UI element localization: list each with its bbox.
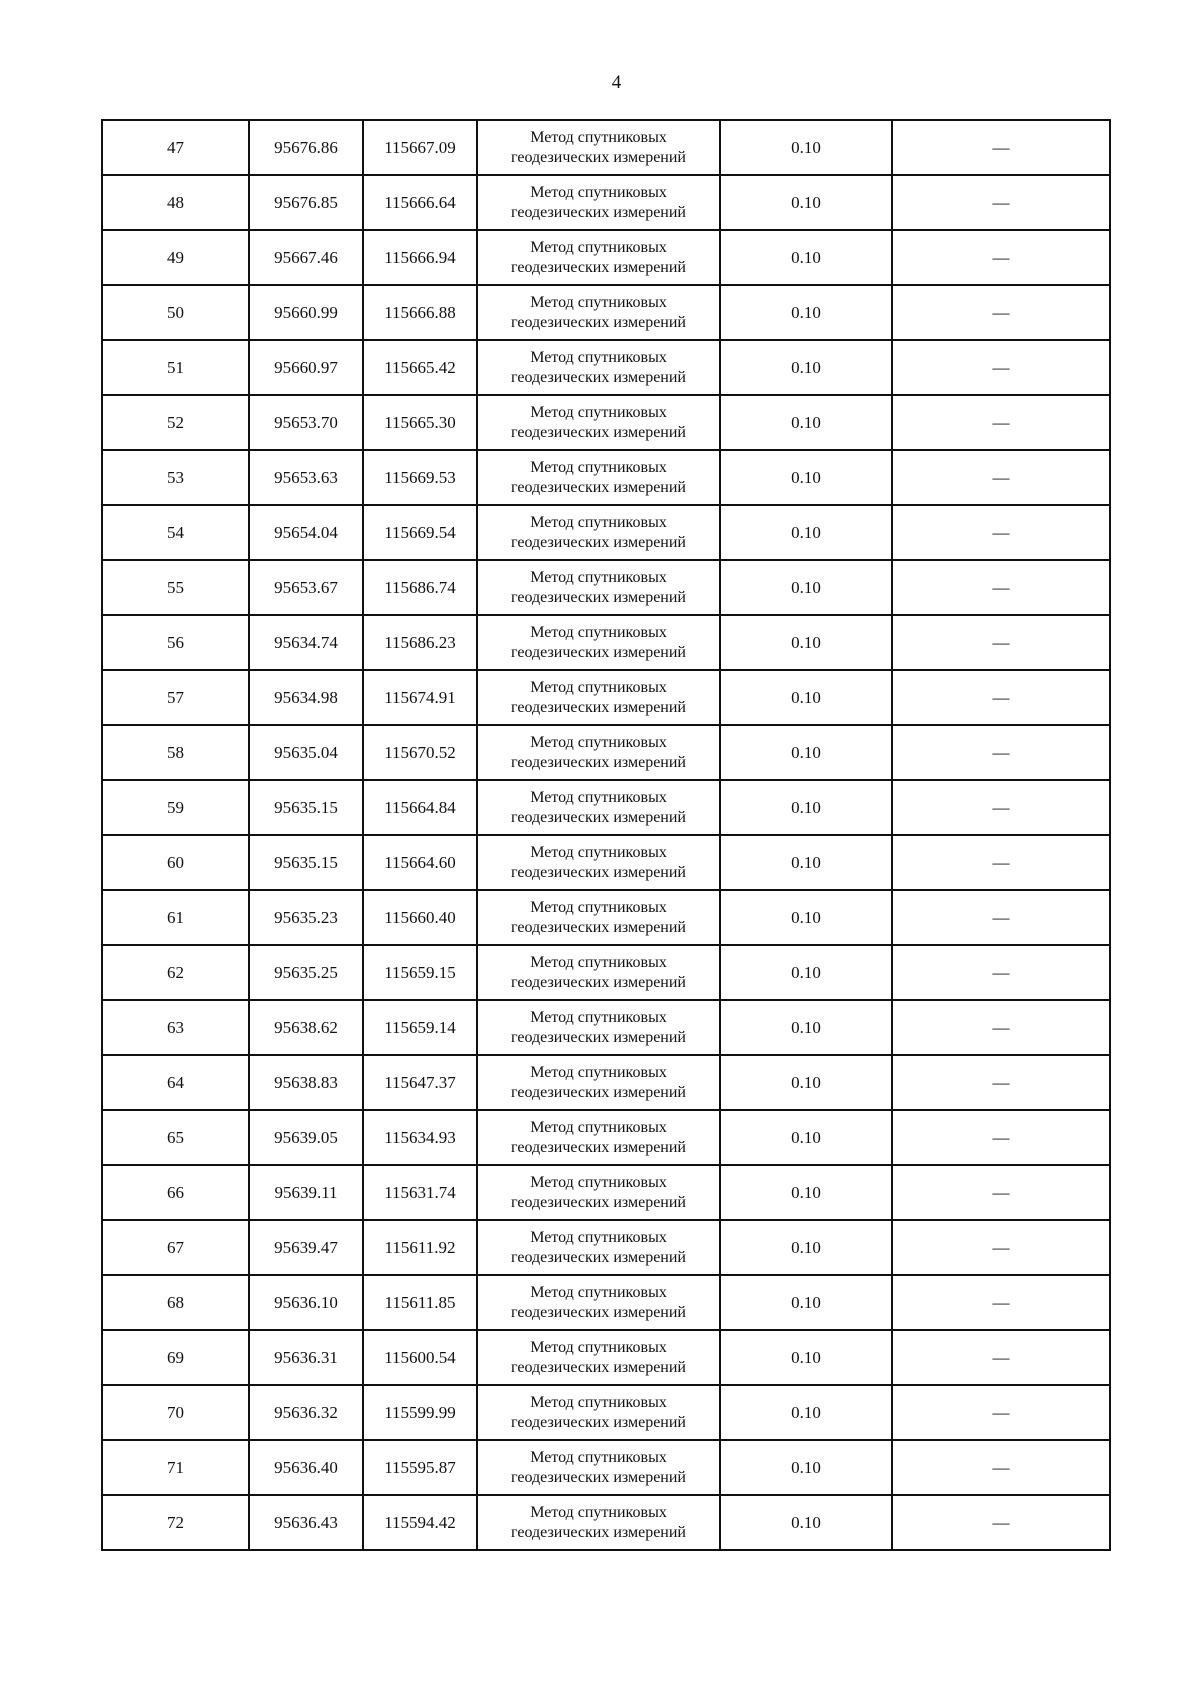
note-cell: — bbox=[892, 1495, 1110, 1550]
point-number-cell: 52 bbox=[102, 395, 249, 450]
x-coordinate-cell: 95636.43 bbox=[249, 1495, 363, 1550]
note-cell: — bbox=[892, 1055, 1110, 1110]
table-row bbox=[102, 175, 1110, 230]
method-line-1: Метод спутниковых bbox=[530, 898, 667, 916]
y-coordinate-cell: 115666.64 bbox=[363, 175, 477, 230]
y-coordinate-cell: 115666.94 bbox=[363, 230, 477, 285]
method-line-1: Метод спутниковых bbox=[530, 953, 667, 971]
point-number-cell: 48 bbox=[102, 175, 249, 230]
method-line-1: Метод спутниковых bbox=[530, 1503, 667, 1521]
x-coordinate-cell: 95635.23 bbox=[249, 890, 363, 945]
method-line-2: геодезических измерений bbox=[511, 1413, 686, 1431]
x-coordinate-cell: 95676.86 bbox=[249, 120, 363, 175]
method-line-1: Метод спутниковых bbox=[530, 1283, 667, 1301]
precision-cell: 0.10 bbox=[720, 1165, 892, 1220]
method-line-1: Метод спутниковых bbox=[530, 843, 667, 861]
y-coordinate-cell: 115647.37 bbox=[363, 1055, 477, 1110]
note-cell: — bbox=[892, 945, 1110, 1000]
x-coordinate-cell: 95636.31 bbox=[249, 1330, 363, 1385]
table-row bbox=[102, 945, 1110, 1000]
table-row bbox=[102, 1220, 1110, 1275]
point-number-cell: 60 bbox=[102, 835, 249, 890]
method-line-2: геодезических измерений bbox=[511, 1248, 686, 1266]
point-number-cell: 53 bbox=[102, 450, 249, 505]
method-cell bbox=[477, 1110, 720, 1165]
method-line-2: геодезических измерений bbox=[511, 148, 686, 166]
y-coordinate-cell: 115659.14 bbox=[363, 1000, 477, 1055]
precision-cell: 0.10 bbox=[720, 725, 892, 780]
y-coordinate-cell: 115600.54 bbox=[363, 1330, 477, 1385]
method-cell bbox=[477, 120, 720, 175]
note-cell: — bbox=[892, 285, 1110, 340]
method-line-1: Метод спутниковых bbox=[530, 403, 667, 421]
x-coordinate-cell: 95635.25 bbox=[249, 945, 363, 1000]
y-coordinate-cell: 115666.88 bbox=[363, 285, 477, 340]
y-coordinate-cell: 115667.09 bbox=[363, 120, 477, 175]
x-coordinate-cell: 95635.15 bbox=[249, 780, 363, 835]
method-cell bbox=[477, 285, 720, 340]
x-coordinate-cell: 95634.98 bbox=[249, 670, 363, 725]
method-line-2: геодезических измерений bbox=[511, 368, 686, 386]
y-coordinate-cell: 115674.91 bbox=[363, 670, 477, 725]
method-line-2: геодезических измерений bbox=[511, 423, 686, 441]
method-line-2: геодезических измерений bbox=[511, 808, 686, 826]
method-line-1: Метод спутниковых bbox=[530, 513, 667, 531]
precision-cell: 0.10 bbox=[720, 285, 892, 340]
method-line-1: Метод спутниковых bbox=[530, 1338, 667, 1356]
method-cell bbox=[477, 1165, 720, 1220]
method-line-2: геодезических измерений bbox=[511, 643, 686, 661]
point-number-cell: 54 bbox=[102, 505, 249, 560]
method-line-2: геодезических измерений bbox=[511, 1193, 686, 1211]
table-row bbox=[102, 835, 1110, 890]
point-number-cell: 49 bbox=[102, 230, 249, 285]
table-row bbox=[102, 1495, 1110, 1550]
x-coordinate-cell: 95654.04 bbox=[249, 505, 363, 560]
x-coordinate-cell: 95653.63 bbox=[249, 450, 363, 505]
point-number-cell: 65 bbox=[102, 1110, 249, 1165]
method-cell bbox=[477, 1275, 720, 1330]
point-number-cell: 58 bbox=[102, 725, 249, 780]
table-row bbox=[102, 230, 1110, 285]
precision-cell: 0.10 bbox=[720, 560, 892, 615]
x-coordinate-cell: 95634.74 bbox=[249, 615, 363, 670]
table-row bbox=[102, 285, 1110, 340]
note-cell: — bbox=[892, 890, 1110, 945]
x-coordinate-cell: 95635.04 bbox=[249, 725, 363, 780]
point-number-cell: 61 bbox=[102, 890, 249, 945]
table-row bbox=[102, 560, 1110, 615]
table-row bbox=[102, 1385, 1110, 1440]
y-coordinate-cell: 115670.52 bbox=[363, 725, 477, 780]
note-cell: — bbox=[892, 835, 1110, 890]
method-cell bbox=[477, 780, 720, 835]
method-cell bbox=[477, 230, 720, 285]
method-line-2: геодезических измерений bbox=[511, 313, 686, 331]
y-coordinate-cell: 115664.60 bbox=[363, 835, 477, 890]
table-row bbox=[102, 395, 1110, 450]
table-row bbox=[102, 1165, 1110, 1220]
method-line-2: геодезических измерений bbox=[511, 588, 686, 606]
method-line-1: Метод спутниковых bbox=[530, 1118, 667, 1136]
note-cell: — bbox=[892, 505, 1110, 560]
y-coordinate-cell: 115669.54 bbox=[363, 505, 477, 560]
table-row bbox=[102, 120, 1110, 175]
note-cell: — bbox=[892, 615, 1110, 670]
coordinates-table-body bbox=[102, 120, 1110, 1550]
method-line-1: Метод спутниковых bbox=[530, 678, 667, 696]
point-number-cell: 51 bbox=[102, 340, 249, 395]
x-coordinate-cell: 95636.10 bbox=[249, 1275, 363, 1330]
y-coordinate-cell: 115634.93 bbox=[363, 1110, 477, 1165]
x-coordinate-cell: 95639.47 bbox=[249, 1220, 363, 1275]
note-cell: — bbox=[892, 1110, 1110, 1165]
method-line-1: Метод спутниковых bbox=[530, 623, 667, 641]
point-number-cell: 66 bbox=[102, 1165, 249, 1220]
point-number-cell: 59 bbox=[102, 780, 249, 835]
method-line-2: геодезических измерений bbox=[511, 1358, 686, 1376]
method-line-1: Метод спутниковых bbox=[530, 788, 667, 806]
method-line-1: Метод спутниковых bbox=[530, 733, 667, 751]
method-line-2: геодезических измерений bbox=[511, 478, 686, 496]
precision-cell: 0.10 bbox=[720, 120, 892, 175]
x-coordinate-cell: 95653.70 bbox=[249, 395, 363, 450]
precision-cell: 0.10 bbox=[720, 615, 892, 670]
note-cell: — bbox=[892, 175, 1110, 230]
point-number-cell: 62 bbox=[102, 945, 249, 1000]
page-number: 4 bbox=[611, 72, 622, 93]
precision-cell: 0.10 bbox=[720, 780, 892, 835]
method-line-1: Метод спутниковых bbox=[530, 293, 667, 311]
y-coordinate-cell: 115686.74 bbox=[363, 560, 477, 615]
table-row bbox=[102, 1330, 1110, 1385]
precision-cell: 0.10 bbox=[720, 450, 892, 505]
method-line-1: Метод спутниковых bbox=[530, 1173, 667, 1191]
point-number-cell: 63 bbox=[102, 1000, 249, 1055]
table-row bbox=[102, 1000, 1110, 1055]
method-line-2: геодезических измерений bbox=[511, 1083, 686, 1101]
note-cell: — bbox=[892, 1440, 1110, 1495]
precision-cell: 0.10 bbox=[720, 890, 892, 945]
method-cell bbox=[477, 1495, 720, 1550]
note-cell: — bbox=[892, 1165, 1110, 1220]
x-coordinate-cell: 95667.46 bbox=[249, 230, 363, 285]
method-cell bbox=[477, 1055, 720, 1110]
x-coordinate-cell: 95639.11 bbox=[249, 1165, 363, 1220]
precision-cell: 0.10 bbox=[720, 1495, 892, 1550]
method-line-2: геодезических измерений bbox=[511, 1303, 686, 1321]
table-row bbox=[102, 505, 1110, 560]
y-coordinate-cell: 115660.40 bbox=[363, 890, 477, 945]
table-row bbox=[102, 1055, 1110, 1110]
precision-cell: 0.10 bbox=[720, 505, 892, 560]
method-line-1: Метод спутниковых bbox=[530, 1448, 667, 1466]
note-cell: — bbox=[892, 230, 1110, 285]
method-line-1: Метод спутниковых bbox=[530, 1063, 667, 1081]
table-row bbox=[102, 890, 1110, 945]
method-line-2: геодезических измерений bbox=[511, 1523, 686, 1541]
y-coordinate-cell: 115599.99 bbox=[363, 1385, 477, 1440]
point-number-cell: 67 bbox=[102, 1220, 249, 1275]
table-row bbox=[102, 1275, 1110, 1330]
note-cell: — bbox=[892, 450, 1110, 505]
precision-cell: 0.10 bbox=[720, 945, 892, 1000]
method-cell bbox=[477, 725, 720, 780]
table-row bbox=[102, 670, 1110, 725]
table-row bbox=[102, 450, 1110, 505]
y-coordinate-cell: 115659.15 bbox=[363, 945, 477, 1000]
method-cell bbox=[477, 1220, 720, 1275]
precision-cell: 0.10 bbox=[720, 835, 892, 890]
precision-cell: 0.10 bbox=[720, 1275, 892, 1330]
note-cell: — bbox=[892, 1385, 1110, 1440]
method-cell bbox=[477, 890, 720, 945]
method-line-1: Метод спутниковых bbox=[530, 458, 667, 476]
method-cell bbox=[477, 560, 720, 615]
point-number-cell: 50 bbox=[102, 285, 249, 340]
method-cell bbox=[477, 1385, 720, 1440]
note-cell: — bbox=[892, 1220, 1110, 1275]
point-number-cell: 57 bbox=[102, 670, 249, 725]
point-number-cell: 56 bbox=[102, 615, 249, 670]
precision-cell: 0.10 bbox=[720, 1110, 892, 1165]
method-line-2: геодезических измерений bbox=[511, 258, 686, 276]
x-coordinate-cell: 95638.83 bbox=[249, 1055, 363, 1110]
y-coordinate-cell: 115611.92 bbox=[363, 1220, 477, 1275]
note-cell: — bbox=[892, 780, 1110, 835]
note-cell: — bbox=[892, 670, 1110, 725]
note-cell: — bbox=[892, 725, 1110, 780]
precision-cell: 0.10 bbox=[720, 175, 892, 230]
precision-cell: 0.10 bbox=[720, 395, 892, 450]
y-coordinate-cell: 115595.87 bbox=[363, 1440, 477, 1495]
method-line-2: геодезических измерений bbox=[511, 918, 686, 936]
method-cell bbox=[477, 1000, 720, 1055]
x-coordinate-cell: 95653.67 bbox=[249, 560, 363, 615]
precision-cell: 0.10 bbox=[720, 1440, 892, 1495]
method-line-2: геодезических измерений bbox=[511, 533, 686, 551]
y-coordinate-cell: 115665.30 bbox=[363, 395, 477, 450]
method-line-2: геодезических измерений bbox=[511, 698, 686, 716]
x-coordinate-cell: 95636.32 bbox=[249, 1385, 363, 1440]
x-coordinate-cell: 95660.99 bbox=[249, 285, 363, 340]
point-number-cell: 69 bbox=[102, 1330, 249, 1385]
method-cell bbox=[477, 670, 720, 725]
method-line-1: Метод спутниковых bbox=[530, 128, 667, 146]
note-cell: — bbox=[892, 1000, 1110, 1055]
y-coordinate-cell: 115594.42 bbox=[363, 1495, 477, 1550]
point-number-cell: 68 bbox=[102, 1275, 249, 1330]
table-row bbox=[102, 725, 1110, 780]
note-cell: — bbox=[892, 340, 1110, 395]
method-cell bbox=[477, 450, 720, 505]
method-cell bbox=[477, 340, 720, 395]
precision-cell: 0.10 bbox=[720, 1330, 892, 1385]
precision-cell: 0.10 bbox=[720, 230, 892, 285]
method-line-1: Метод спутниковых bbox=[530, 183, 667, 201]
precision-cell: 0.10 bbox=[720, 1385, 892, 1440]
y-coordinate-cell: 115664.84 bbox=[363, 780, 477, 835]
x-coordinate-cell: 95660.97 bbox=[249, 340, 363, 395]
precision-cell: 0.10 bbox=[720, 670, 892, 725]
method-cell bbox=[477, 395, 720, 450]
method-line-2: геодезических измерений bbox=[511, 1138, 686, 1156]
note-cell: — bbox=[892, 395, 1110, 450]
x-coordinate-cell: 95639.05 bbox=[249, 1110, 363, 1165]
point-number-cell: 71 bbox=[102, 1440, 249, 1495]
x-coordinate-cell: 95638.62 bbox=[249, 1000, 363, 1055]
method-line-2: геодезических измерений bbox=[511, 753, 686, 771]
y-coordinate-cell: 115611.85 bbox=[363, 1275, 477, 1330]
precision-cell: 0.10 bbox=[720, 1220, 892, 1275]
method-cell bbox=[477, 175, 720, 230]
method-line-2: геодезических измерений bbox=[511, 973, 686, 991]
method-line-1: Метод спутниковых bbox=[530, 348, 667, 366]
y-coordinate-cell: 115631.74 bbox=[363, 1165, 477, 1220]
precision-cell: 0.10 bbox=[720, 340, 892, 395]
method-line-2: геодезических измерений bbox=[511, 1028, 686, 1046]
method-cell bbox=[477, 1440, 720, 1495]
point-number-cell: 47 bbox=[102, 120, 249, 175]
x-coordinate-cell: 95676.85 bbox=[249, 175, 363, 230]
point-number-cell: 70 bbox=[102, 1385, 249, 1440]
method-cell bbox=[477, 615, 720, 670]
method-cell bbox=[477, 945, 720, 1000]
method-cell bbox=[477, 835, 720, 890]
method-line-1: Метод спутниковых bbox=[530, 1008, 667, 1026]
method-cell bbox=[477, 1330, 720, 1385]
coordinates-table bbox=[101, 119, 1111, 1551]
x-coordinate-cell: 95635.15 bbox=[249, 835, 363, 890]
y-coordinate-cell: 115686.23 bbox=[363, 615, 477, 670]
note-cell: — bbox=[892, 120, 1110, 175]
table-row bbox=[102, 615, 1110, 670]
method-line-1: Метод спутниковых bbox=[530, 568, 667, 586]
method-line-1: Метод спутниковых bbox=[530, 238, 667, 256]
table-row bbox=[102, 780, 1110, 835]
method-line-2: геодезических измерений bbox=[511, 1468, 686, 1486]
table-row bbox=[102, 1110, 1110, 1165]
method-cell bbox=[477, 505, 720, 560]
note-cell: — bbox=[892, 1330, 1110, 1385]
precision-cell: 0.10 bbox=[720, 1055, 892, 1110]
point-number-cell: 55 bbox=[102, 560, 249, 615]
y-coordinate-cell: 115665.42 bbox=[363, 340, 477, 395]
precision-cell: 0.10 bbox=[720, 1000, 892, 1055]
x-coordinate-cell: 95636.40 bbox=[249, 1440, 363, 1495]
method-line-1: Метод спутниковых bbox=[530, 1393, 667, 1411]
point-number-cell: 72 bbox=[102, 1495, 249, 1550]
method-line-2: геодезических измерений bbox=[511, 203, 686, 221]
method-line-1: Метод спутниковых bbox=[530, 1228, 667, 1246]
note-cell: — bbox=[892, 560, 1110, 615]
y-coordinate-cell: 115669.53 bbox=[363, 450, 477, 505]
table-row bbox=[102, 1440, 1110, 1495]
method-line-2: геодезических измерений bbox=[511, 863, 686, 881]
table-row bbox=[102, 340, 1110, 395]
point-number-cell: 64 bbox=[102, 1055, 249, 1110]
note-cell: — bbox=[892, 1275, 1110, 1330]
